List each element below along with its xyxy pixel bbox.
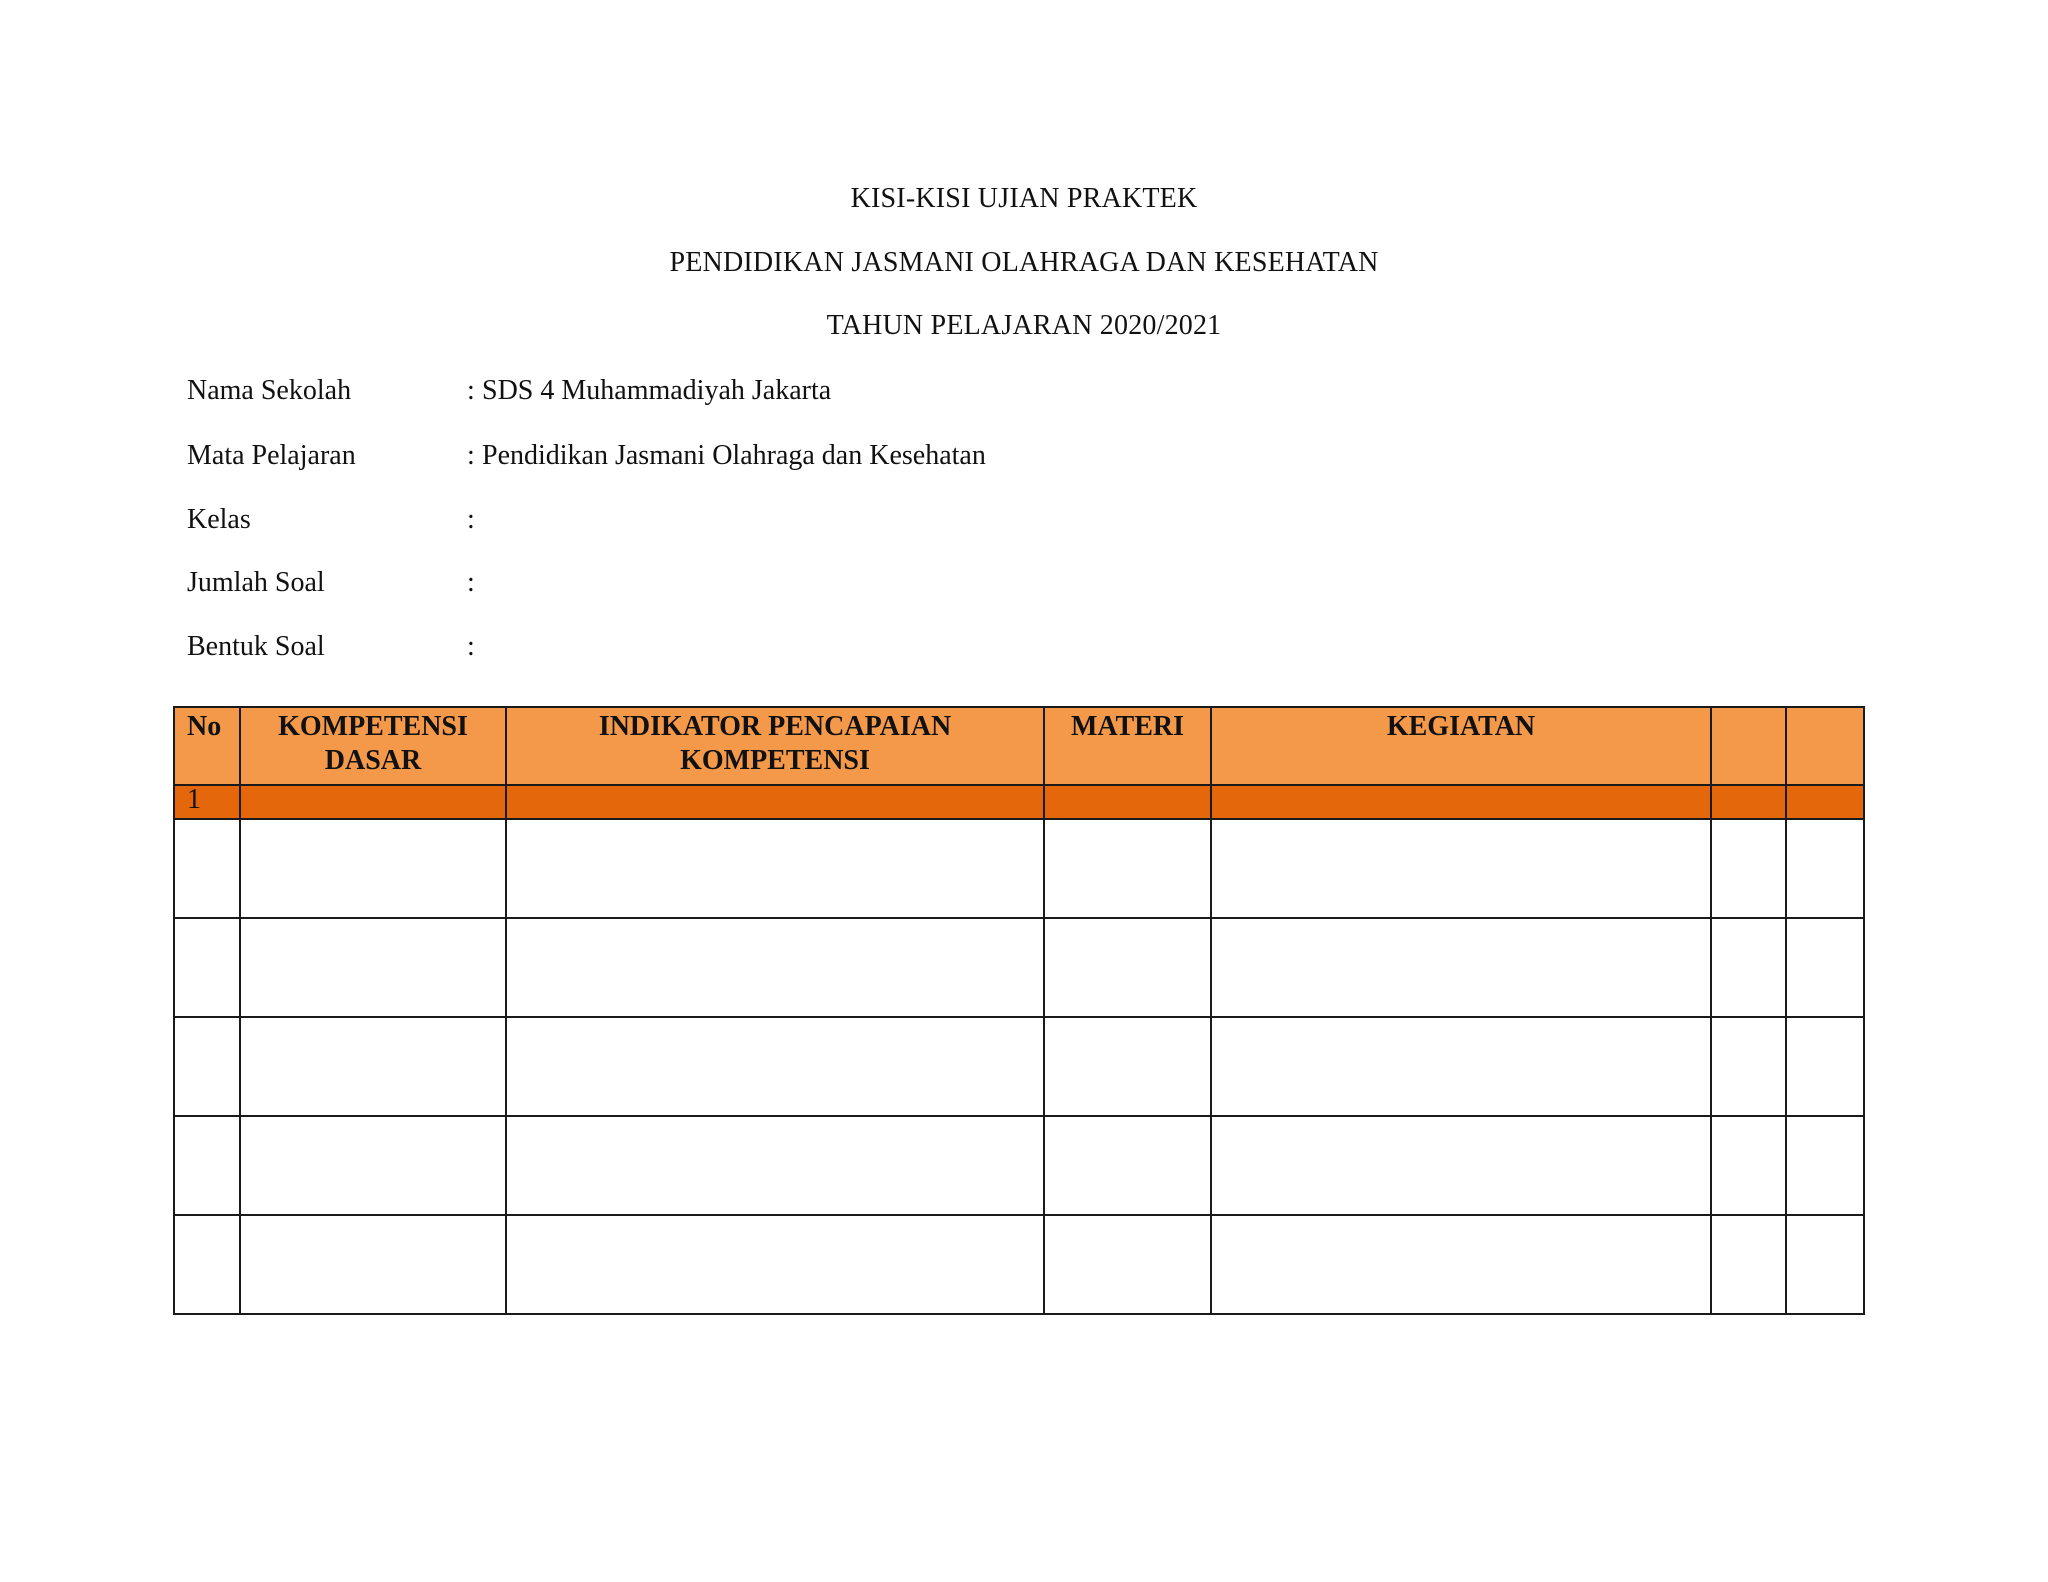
header-indikator-line-1: INDIKATOR PENCAPAIAN <box>598 711 952 742</box>
table-row <box>174 1017 1864 1116</box>
document-title-1: KISI-KISI UJIAN PRAKTEK <box>850 183 1198 214</box>
table-cell <box>506 1017 1044 1116</box>
info-separator: : <box>467 504 475 535</box>
table-row <box>174 1215 1864 1314</box>
info-separator: : <box>467 631 475 662</box>
table-row <box>174 1116 1864 1215</box>
info-separator: : <box>467 567 475 598</box>
table-cell <box>506 1215 1044 1314</box>
table-cell <box>1044 785 1211 819</box>
table-cell <box>174 1116 240 1215</box>
table-cell <box>1786 785 1864 819</box>
table-cell <box>1044 918 1211 1017</box>
table-header-row <box>174 707 1864 785</box>
table-cell <box>506 918 1044 1017</box>
header-materi: MATERI <box>1044 707 1211 785</box>
info-label: Kelas <box>187 504 251 535</box>
info-label: Jumlah Soal <box>187 567 325 598</box>
table-cell <box>1211 1215 1711 1314</box>
table-cell <box>1711 819 1786 918</box>
table-cell <box>506 785 1044 819</box>
table-cell <box>174 1017 240 1116</box>
header-kompetensi-dasar-line-2: DASAR <box>324 745 422 776</box>
info-label: Mata Pelajaran <box>187 440 356 471</box>
table-cell <box>174 819 240 918</box>
table-cell <box>1711 785 1786 819</box>
table-cell <box>1786 1116 1864 1215</box>
number-cell: 1 <box>174 785 240 819</box>
table-cell <box>174 918 240 1017</box>
document-title-2: PENDIDIKAN JASMANI OLAHRAGA DAN KESEHATAN <box>669 247 1379 278</box>
table-cell <box>1044 819 1211 918</box>
grid-table <box>173 706 1865 1315</box>
table-cell <box>1786 819 1864 918</box>
table-cell <box>1786 1017 1864 1116</box>
header-kompetensi-dasar-line-1: KOMPETENSI <box>278 711 468 742</box>
header-kegiatan: KEGIATAN <box>1211 707 1711 785</box>
table-cell <box>1211 785 1711 819</box>
table-cell <box>506 1116 1044 1215</box>
table-cell <box>1211 1017 1711 1116</box>
table-cell <box>240 1215 506 1314</box>
table-cell <box>240 819 506 918</box>
table-cell <box>1711 1215 1786 1314</box>
info-label: Nama Sekolah <box>187 375 352 406</box>
table-cell <box>1211 1116 1711 1215</box>
header-indikator <box>506 707 1044 785</box>
info-value: SDS 4 Muhammadiyah Jakarta <box>482 375 832 406</box>
header-kompetensi-dasar <box>240 707 506 785</box>
table-cell <box>1786 1215 1864 1314</box>
table-cell <box>1711 1116 1786 1215</box>
table-cell <box>240 1017 506 1116</box>
header-extra-2 <box>1786 707 1864 785</box>
table-row <box>174 819 1864 918</box>
info-value: Pendidikan Jasmani Olahraga dan Kesehatan <box>482 440 986 471</box>
table-cell <box>1711 918 1786 1017</box>
table-cell <box>1044 1116 1211 1215</box>
table-cell <box>1044 1017 1211 1116</box>
table-cell <box>1211 819 1711 918</box>
header-indikator-line-2: KOMPETENSI <box>680 745 870 776</box>
table-cell <box>1786 918 1864 1017</box>
table-cell <box>1211 918 1711 1017</box>
table-cell <box>1711 1017 1786 1116</box>
table-cell <box>240 1116 506 1215</box>
document-title-3: TAHUN PELAJARAN 2020/2021 <box>826 310 1222 341</box>
header-no: No <box>174 707 240 785</box>
table-cell <box>1044 1215 1211 1314</box>
info-separator: : <box>467 440 475 471</box>
header-extra-1 <box>1711 707 1786 785</box>
table-cell <box>174 1215 240 1314</box>
table-cell <box>240 785 506 819</box>
info-separator: : <box>467 375 475 406</box>
table-cell <box>240 918 506 1017</box>
info-label: Bentuk Soal <box>187 631 325 662</box>
table-number-row <box>174 785 1864 819</box>
table-row <box>174 918 1864 1017</box>
table-cell <box>506 819 1044 918</box>
